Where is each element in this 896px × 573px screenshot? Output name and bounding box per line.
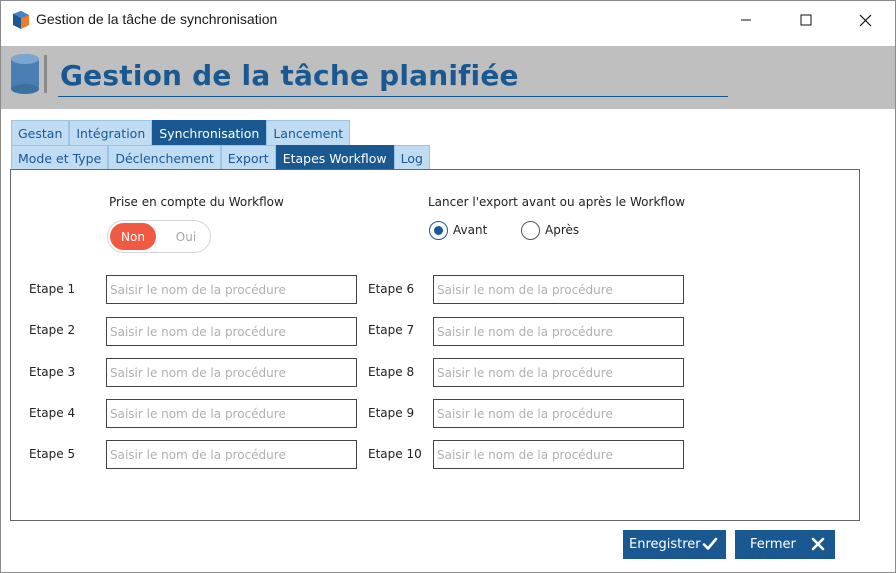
- title-bar: [1, 1, 895, 46]
- step-input-9[interactable]: [433, 399, 684, 428]
- tab-lancement[interactable]: Lancement: [266, 120, 350, 146]
- step-input-10[interactable]: [433, 440, 684, 469]
- close-button[interactable]: [735, 530, 835, 559]
- save-button-label: Enregistrer: [629, 537, 701, 552]
- step-label-3: Etape 3: [29, 365, 76, 379]
- step-label-2: Etape 2: [29, 323, 76, 337]
- maximize-button[interactable]: [783, 1, 829, 39]
- workflow-toggle-label: Prise en compte du Workflow: [109, 195, 284, 209]
- header-banner: [1, 46, 895, 109]
- tab-etapes-workflow[interactable]: Etapes Workflow: [276, 145, 394, 171]
- radio-avant-label: Avant: [453, 223, 488, 237]
- close-button-label: Fermer: [750, 537, 796, 552]
- checkmark-icon: [702, 536, 718, 552]
- step-label-1: Etape 1: [29, 282, 76, 296]
- step-label-8: Etape 8: [368, 365, 415, 379]
- save-button[interactable]: [623, 530, 726, 559]
- step-input-4[interactable]: [106, 399, 357, 428]
- close-x-icon: [810, 536, 826, 552]
- step-label-10: Etape 10: [368, 447, 422, 461]
- tab-gestan[interactable]: Gestan: [11, 120, 69, 146]
- step-input-8[interactable]: [433, 358, 684, 387]
- step-label-9: Etape 9: [368, 406, 415, 420]
- tab-mode-et-type[interactable]: Mode et Type: [11, 145, 108, 171]
- tab-export[interactable]: Export: [221, 145, 276, 171]
- radio-apres-label: Après: [545, 223, 580, 237]
- step-input-7[interactable]: [433, 317, 684, 346]
- tab-integration[interactable]: Intégration: [69, 120, 152, 146]
- sub-tabs: [11, 145, 430, 171]
- step-input-2[interactable]: [106, 317, 357, 346]
- export-order-label: Lancer l'export avant ou après le Workflow: [428, 195, 686, 209]
- title-underline: [58, 96, 728, 97]
- tab-declenchement[interactable]: Déclenchement: [108, 145, 220, 171]
- page-title: Gestion de la tâche planifiée: [60, 59, 519, 92]
- minimize-button[interactable]: [723, 1, 769, 39]
- tab-synchronisation[interactable]: Synchronisation: [152, 120, 266, 146]
- step-input-5[interactable]: [106, 440, 357, 469]
- radio-avant[interactable]: [429, 221, 448, 240]
- app-logo-icon: [11, 10, 31, 30]
- step-label-5: Etape 5: [29, 447, 76, 461]
- step-label-7: Etape 7: [368, 323, 415, 337]
- toggle-option-non[interactable]: Non: [110, 223, 156, 250]
- step-input-6[interactable]: [433, 275, 684, 304]
- close-icon: [859, 14, 872, 27]
- toggle-option-oui[interactable]: Oui: [175, 229, 197, 244]
- radio-apres[interactable]: [521, 221, 540, 240]
- maximize-icon: [800, 14, 812, 26]
- window-title: Gestion de la tâche de synchronisation: [36, 11, 278, 27]
- workflow-toggle[interactable]: [107, 220, 211, 253]
- step-label-4: Etape 4: [29, 406, 76, 420]
- minimize-icon: [740, 14, 752, 26]
- step-label-6: Etape 6: [368, 282, 415, 296]
- step-input-3[interactable]: [106, 358, 357, 387]
- tab-log[interactable]: Log: [394, 145, 430, 171]
- main-tabs: [11, 120, 350, 146]
- step-input-1[interactable]: [106, 275, 357, 304]
- close-window-button[interactable]: [842, 1, 888, 39]
- database-icon: [9, 52, 49, 96]
